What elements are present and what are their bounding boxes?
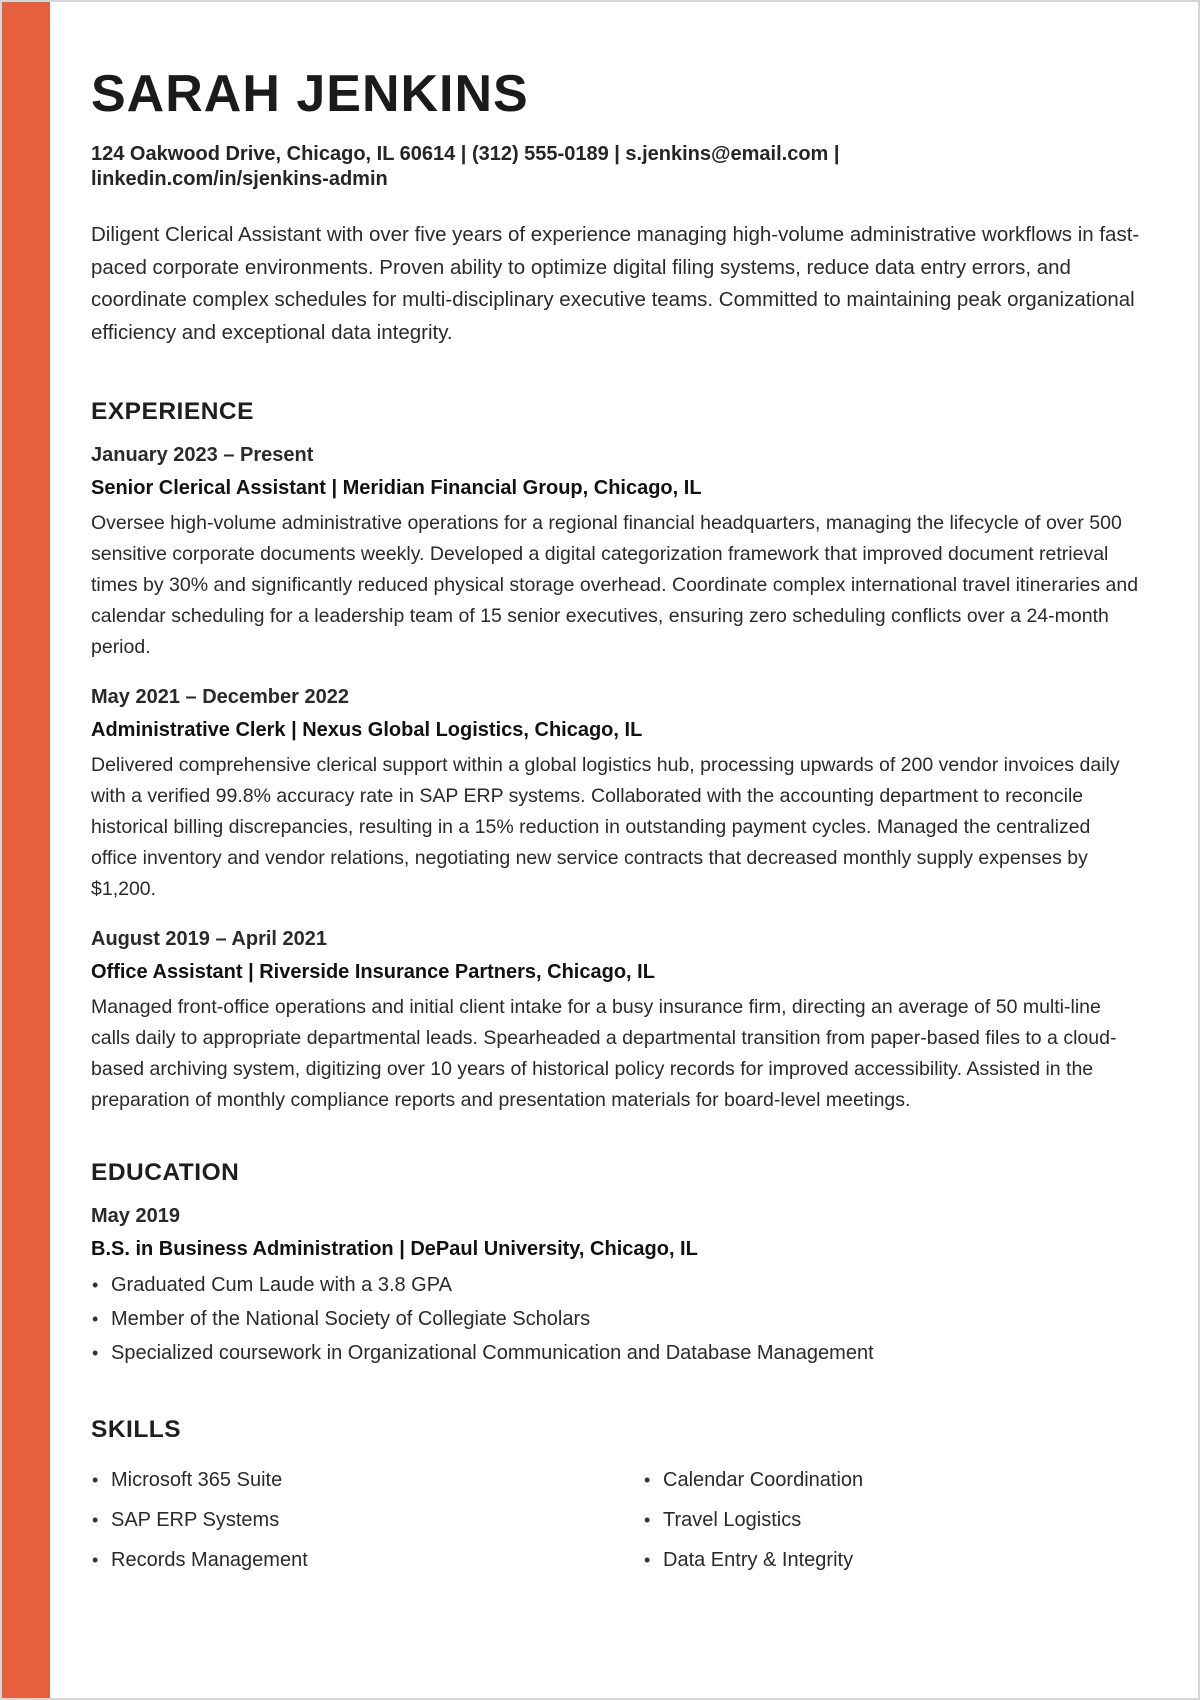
skill-item: • Microsoft 365 Suite: [91, 1463, 643, 1497]
contact-line-address-phone-email: 124 Oakwood Drive, Chicago, IL 60614 | (312) 555-0189 | s.jenkins@email.com |: [91, 143, 840, 165]
education-bullet-list: [91, 1268, 1141, 1370]
job-description: Oversee high-volume administrative operations for a regional financial headquarters, managing the lifecycle of over 500 sensitive corporate documents weekly. Developed a digital categorization framework that improved document retrieval times by 30% and significantly reduced physical storage overhead. Coordinate complex international travel itineraries and calendar scheduling for a leadership team of 15 senior executives, ensuring zero scheduling conflicts over a 24-month period.: [91, 512, 1139, 658]
job-entry: [91, 927, 1141, 1116]
skill-item: • Travel Logistics: [643, 1503, 1043, 1537]
job-dates: May 2021 – December 2022: [91, 686, 349, 708]
job-title: Office Assistant | Riverside Insurance Partners, Chicago, IL: [91, 961, 655, 983]
professional-summary: Diligent Clerical Assistant with over five years of experience managing high-volume administrative workflows in fast-paced corporate environments. Proven ability to optimize digital filing systems, reduce data entry errors, and coordinate complex schedules for multi-disciplinary executive teams. Committed to maintaining peak organizational efficiency and exceptional data integrity.: [91, 223, 1140, 344]
skills-heading: SKILLS: [91, 1416, 182, 1443]
skill-item: • SAP ERP Systems: [91, 1503, 643, 1537]
job-entry: [91, 685, 1141, 905]
job-dates: January 2023 – Present: [91, 444, 314, 466]
education-entry: [91, 1204, 1141, 1370]
list-item: • Specialized coursework in Organizational Communication and Database Management: [91, 1336, 1141, 1370]
education-degree: B.S. in Business Administration | DePaul University, Chicago, IL: [91, 1238, 698, 1260]
job-description: Delivered comprehensive clerical support within a global logistics hub, processing upwards of 200 vendor invoices daily with a verified 99.8% accuracy rate in SAP ERP systems. Collaborated with the accounting department to reconcile historical billing discrepancies, resulting in a 15% reduction in outstanding payment cycles. Managed the centralized office inventory and vendor relations, negotiating new service contracts that decreased monthly supply expenses by $1,200.: [91, 754, 1120, 900]
job-title: Senior Clerical Assistant | Meridian Financial Group, Chicago, IL: [91, 477, 702, 499]
job-dates: August 2019 – April 2021: [91, 928, 328, 950]
job-entry: [91, 443, 1141, 663]
list-item: • Member of the National Society of Collegiate Scholars: [91, 1302, 1141, 1336]
accent-sidebar-bar: [2, 2, 50, 1698]
skill-item: • Records Management: [91, 1543, 643, 1577]
education-heading: EDUCATION: [91, 1159, 240, 1186]
job-description: Managed front-office operations and initial client intake for a busy insurance firm, directing an average of 50 multi-line calls daily to appropriate departmental leads. Spearheaded a departmental transition from paper-based files to a cloud-based archiving system, digitizing over 10 years of historical policy records for improved accessibility. Assisted in the preparation of monthly compliance reports and presentation materials for board-level meetings.: [91, 996, 1117, 1111]
candidate-name: SARAH JENKINS: [91, 65, 529, 123]
job-title: Administrative Clerk | Nexus Global Logistics, Chicago, IL: [91, 719, 643, 741]
skills-list: [91, 1463, 1141, 1577]
education-date: May 2019: [91, 1205, 180, 1227]
experience-heading: EXPERIENCE: [91, 398, 254, 425]
contact-line-linkedin: linkedin.com/in/sjenkins-admin: [91, 168, 388, 190]
list-item: • Graduated Cum Laude with a 3.8 GPA: [91, 1268, 1141, 1302]
skill-item: • Calendar Coordination: [643, 1463, 1043, 1497]
contact-info: [91, 142, 1141, 192]
resume-content: [91, 64, 1141, 1577]
skill-item: • Data Entry & Integrity: [643, 1543, 1043, 1577]
